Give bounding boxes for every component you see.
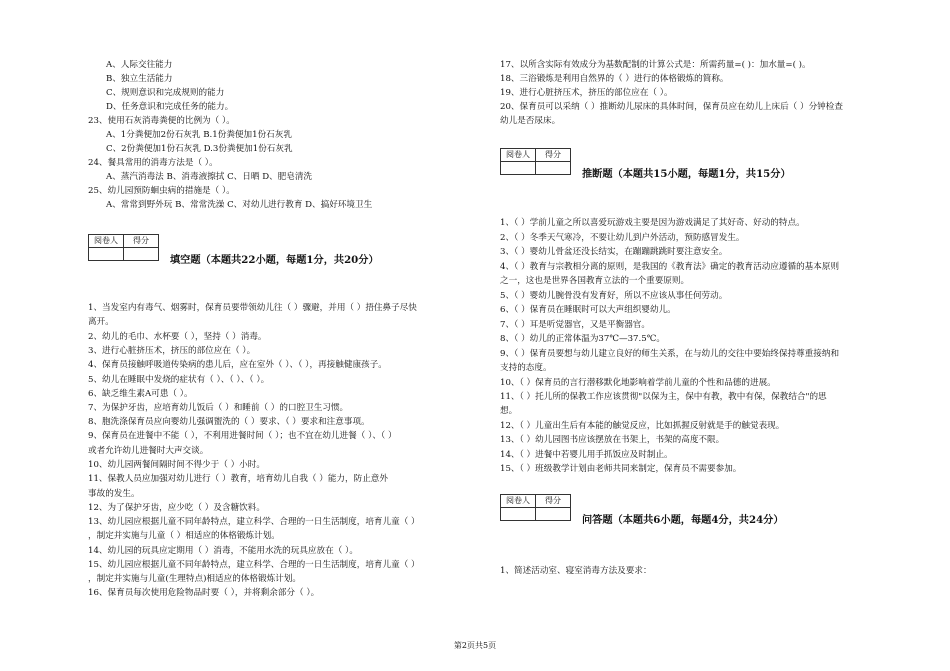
question-line: 13、（ ）幼儿园图书应该摆放在书架上，书架的高度不限。 (500, 435, 725, 445)
option-line: A、1分粪便加2份石灰乳 B.1份粪便加1份石灰乳 (106, 130, 292, 140)
question-line: 25、幼儿园预防蛔虫病的措施是（ ）。 (88, 186, 235, 196)
question-line: 1、简述活动室、寝室消毒方法及要求： (500, 566, 652, 576)
question-line: 19、进行心脏挤压术，挤压的部位应在（ ）。 (500, 88, 673, 98)
option-line: B、独立生活能力 (106, 74, 173, 84)
page-footer: 第2页共5页 (453, 641, 497, 650)
question-line: ，制定并实施与儿童（ ）相适应的体格锻炼计划。 (88, 531, 280, 541)
score-box (88, 234, 159, 261)
question-line: 9、保育员在进餐中不能（ ），不利用进餐时间（ ）；也不宜在幼儿进餐（ ）、（ ） (88, 431, 397, 441)
question-line: 之一，这也是世界各国教育立法的一个重要原则。 (500, 276, 690, 286)
score-box (500, 494, 571, 521)
question-line: 9、（ ）保育员要想与幼儿建立良好的师生关系，在与幼儿的交往中要始终保持尊重接纳和 (500, 349, 840, 359)
question-line: 8、胞洗涤保育员应向婴幼儿强调盥洗的（ ）要求、（ ）要求和注意事项。 (88, 417, 370, 427)
score-cell (536, 162, 571, 175)
reviewer-label: 阅卷人 (89, 235, 124, 248)
judge-section-heading: 推断题（本题共15小题，每题1分，共15分） (582, 168, 791, 180)
reviewer-cell (501, 508, 536, 521)
question-line: 6、缺乏维生素A可患（ ）。 (88, 389, 193, 399)
question-line: 15、（ ）班级教学计划由老师共同来制定，保育员不需要参加。 (500, 464, 742, 474)
option-line: A、人际交往能力 (106, 60, 173, 70)
qa-section-heading: 问答题（本题共6小题，每题4分，共24分） (582, 514, 784, 526)
question-line: 1、当发室内有毒气、烟雾时，保育员要带领幼儿往（ ）骤避，并用（ ）捂住鼻子尽快 (88, 303, 417, 313)
question-line: 2、幼儿的毛巾、水杯要（ ），坚持（ ）消毒。 (88, 332, 267, 342)
question-line: 幼儿是否尿床。 (500, 116, 561, 126)
question-line: 7、为保护牙齿，应培育幼儿饭后（ ）和睡前（ ）的口腔卫生习惯。 (88, 403, 349, 413)
option-line: A、蒸汽消毒法 B、消毒液擦拭 C、日晒 D、肥皂清洗 (106, 172, 313, 182)
score-cell (124, 248, 159, 261)
question-line: 11、（ ）托儿所的保教工作应该贯彻"以保为主，保中有教，教中有保，保教结合"的思 (500, 392, 827, 402)
question-line: 23、使用石灰消毒粪便的比例为（ ）。 (88, 116, 235, 126)
question-line: 3、进行心脏挤压术，挤压的部位应在（ ）。 (88, 346, 256, 356)
question-line: 18、三浴锻炼是利用自然界的（ ）进行的体格锻炼的简称。 (500, 74, 729, 84)
question-line: 11、保教人员应加强对幼儿进行（ ）教育，培育幼儿自我（ ）能力，防止意外 (88, 474, 388, 484)
question-line: 13、幼儿园应根据儿童不同年龄特点，建立科学、合理的一日生活制度，培育儿童（ ） (88, 517, 420, 527)
reviewer-label: 阅卷人 (501, 495, 536, 508)
reviewer-cell (89, 248, 124, 261)
option-line: A、常常到野外玩 B、常常洗澡 C、对幼儿进行教育 D、搞好环境卫生 (106, 200, 373, 210)
score-cell (536, 508, 571, 521)
question-line: 3、（ ）婴幼儿骨盆还没长结实，在蹦蹦跳跳时要注意安全。 (500, 247, 728, 257)
question-line: 6、（ ）保育员在睡眠时可以大声组织婴幼儿。 (500, 305, 676, 315)
question-line: 4、（ ）教育与宗教相分离的原则，是我国的《教育法》确定的教育活动应遵循的基本原则 (500, 262, 840, 272)
question-line: 15、幼儿园应根据儿童不同年龄特点，建立科学、合理的一日生活制度，培育儿童（ ） (88, 560, 420, 570)
score-box (500, 148, 571, 175)
question-line: 24、餐具常用的消毒方法是（ ）。 (88, 158, 218, 168)
question-line: 16、保育员每次使用危险物品时要（ ），并将剩余部分（ ）。 (88, 588, 320, 598)
question-line: 17、以所含实际有效成分为基数配制的计算公式是：所需药量=( )：加水量=( )。 (500, 60, 811, 70)
reviewer-cell (501, 162, 536, 175)
question-line: 支持的态度。 (500, 363, 552, 373)
question-line: 14、（ ）进餐中若婴儿用手抓饭应及时制止。 (500, 450, 673, 460)
question-line: 10、（ ）保育员的言行潜移默化地影响着学前儿童的个性和品德的进展。 (500, 378, 776, 388)
question-line: 20、保育员可以采纳（ ）推断幼儿尿床的具体时间，保育员应在幼儿上床后（ ）分钟检查 (500, 102, 843, 112)
question-line: 或者允许幼儿进餐时大声交谈。 (88, 446, 209, 456)
question-line: 12、（ ）儿童出生后有本能的触觉反应，比如抓握反射就是手的触觉表现。 (500, 421, 785, 431)
question-line: 4、保育员接触呼吸道传染病的患儿后，应在室外（ ）、（ ），再接触健康孩子。 (88, 360, 387, 370)
question-line: 8、（ ）幼儿的正常体温为37℃—37.5℃。 (500, 334, 665, 344)
question-line: 7、（ ）耳是听觉器官，又是平衡器官。 (500, 320, 650, 330)
reviewer-label: 阅卷人 (501, 149, 536, 162)
question-line: 离开。 (88, 317, 114, 327)
question-line: 2、（ ）冬季天气寒冷，不要让幼儿到户外活动，预防感冒发生。 (500, 233, 745, 243)
question-line: 5、（ ）婴幼儿腕骨没有发育好，所以不应该从事任何劳动。 (500, 291, 728, 301)
option-line: C、2份粪便加1份石灰乳 D.3份粪便加1份石灰乳 (106, 144, 293, 154)
option-line: D、任务意识和完成任务的能力。 (106, 102, 234, 112)
question-line: 事故的发生。 (88, 489, 140, 499)
question-line: 10、幼儿园两餐间隔时间不得少于（ ）小时。 (88, 460, 265, 470)
option-line: C、规则意识和完成规则的能力 (106, 88, 225, 98)
score-label: 得分 (536, 495, 571, 508)
fill-section-heading: 填空题（本题共22小题，每题1分，共20分） (170, 254, 379, 266)
question-line: ，制定并实施与儿童(生理特点)相适应的体格锻炼计划。 (88, 574, 301, 584)
question-line: 5、幼儿在睡眠中发烧的症状有（ ）、（ ）、（ ）。 (88, 375, 270, 385)
score-label: 得分 (536, 149, 571, 162)
question-line: 14、幼儿园的玩具应定期用（ ）消毒，不能用水洗的玩具应放在（ ）。 (88, 546, 358, 556)
question-line: 1、（ ）学前儿童之所以喜爱玩游戏主要是因为游戏满足了其好奇、好动的特点。 (500, 218, 805, 228)
question-line: 想。 (500, 406, 518, 416)
question-line: 12、为了保护牙齿，应少吃（ ）及含糖饮料。 (88, 503, 265, 513)
score-label: 得分 (124, 235, 159, 248)
